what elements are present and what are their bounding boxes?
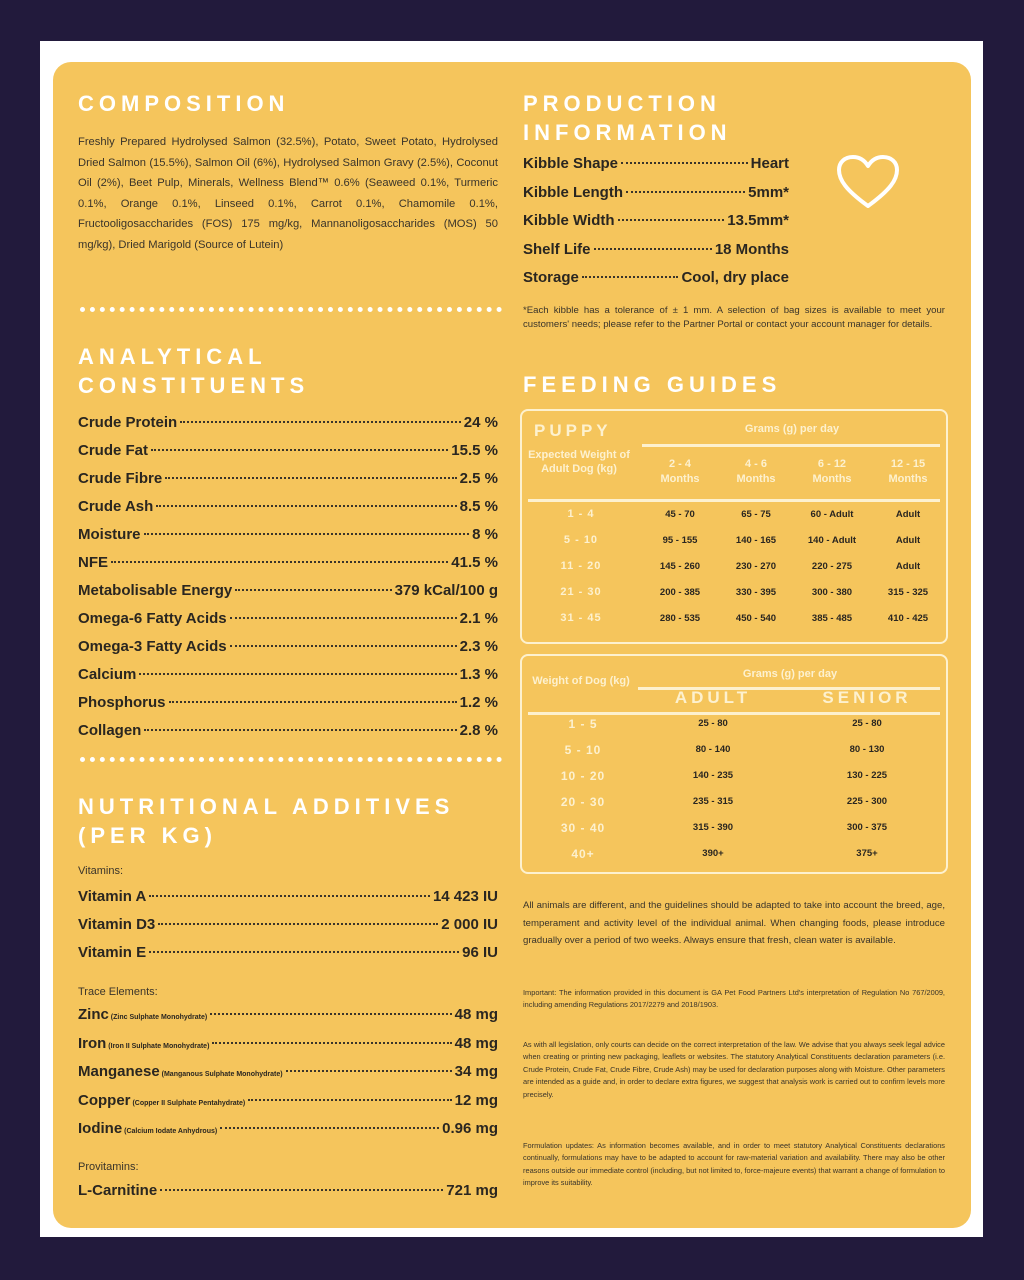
puppy-value-cell: 280 - 535 xyxy=(659,613,701,624)
spec-panel xyxy=(53,62,971,1228)
spec-value: 14 423 IU xyxy=(432,888,498,905)
dot-leader xyxy=(286,1070,452,1072)
puppy-value-cell: 220 - 275 xyxy=(811,561,853,572)
spec-row xyxy=(78,1063,498,1092)
spec-value: 24 % xyxy=(463,414,498,431)
adult-value-cell: 315 - 390 xyxy=(692,822,734,833)
adult-table xyxy=(520,654,948,874)
adult-value-cell: 300 - 375 xyxy=(846,822,888,833)
spec-value: 379 kCal/100 g xyxy=(394,582,498,599)
puppy-value-cell: 450 - 540 xyxy=(735,613,777,624)
spec-value: 48 mg xyxy=(454,1006,498,1023)
adult-value-cell: 140 - 235 xyxy=(692,770,734,781)
spec-row xyxy=(78,694,498,722)
puppy-column-header: 12 - 15 Months xyxy=(888,458,928,485)
feeding-advice: All animals are different, and the guidelines should be adapted to take into account the breed, age, temperament and activity level of the individual animal. When changing foods, please introduce gradually over a period of two weeks. Always ensure that fresh, clean water is available. xyxy=(523,900,945,946)
spec-label: Vitamin A xyxy=(78,888,147,905)
spec-label: Moisture xyxy=(78,526,141,543)
dot-leader xyxy=(220,1127,439,1129)
puppy-grams-header: Grams (g) per day xyxy=(744,423,840,435)
puppy-weight-cell: 1 - 4 xyxy=(567,508,595,520)
spec-row xyxy=(78,526,498,554)
production-list xyxy=(523,155,789,298)
puppy-value-cell: 140 - 165 xyxy=(735,535,777,546)
adult-value-cell: 80 - 130 xyxy=(849,744,885,755)
spec-row xyxy=(78,498,498,526)
provitamins-list xyxy=(78,1182,498,1210)
spec-value: 8 % xyxy=(472,526,498,543)
legal-legislation: As with all legislation, only courts can decide on the correct interpretation of the law. We advise that you always seek legal advice when creating or printing new packaging, leaflets or websites. The statutory Analytical Constituents declaration parameters (i.e. Crude Protein, Crude Fat, Crude Fibre, Crude Ash) may be used for declaration purposes along with Moisture. Other parameters are intended as a guide and, in order to declare extra figures, we suggest that analysis work is carried out to confirm levels more precisely. xyxy=(523,1040,945,1099)
dot-leader xyxy=(111,561,448,563)
spec-label: Iodine (Calcium Iodate Anhydrous) xyxy=(78,1120,218,1137)
additives-title: NUTRITIONAL ADDITIVES (PER KG) xyxy=(78,794,455,848)
puppy-row-header: Expected Weight of Adult Dog (kg) xyxy=(528,449,630,475)
puppy-column-header: 6 - 12 Months xyxy=(812,458,852,485)
spec-value: 2 000 IU xyxy=(441,916,498,933)
spec-row xyxy=(523,155,789,184)
spec-row xyxy=(78,888,498,916)
dot-leader xyxy=(626,191,745,193)
spec-label: Zinc (Zinc Sulphate Monohydrate) xyxy=(78,1006,208,1023)
heart-icon xyxy=(836,154,900,210)
puppy-value-cell: Adult xyxy=(895,561,921,572)
production-note: *Each kibble has a tolerance of ± 1 mm. A selection of bag sizes is available to meet your customers' needs; please refer to the Partner Portal or contact your account manager for details. xyxy=(523,305,945,330)
spec-label-note: (Manganous Sulphate Monohydrate) xyxy=(159,1071,283,1078)
adult-value-cell: 130 - 225 xyxy=(846,770,888,781)
adult-column-header: ADULT xyxy=(674,688,752,707)
puppy-weight-cell: 5 - 10 xyxy=(563,534,599,546)
vitamins-label: Vitamins: xyxy=(78,865,124,877)
spec-row xyxy=(78,1035,498,1064)
adult-weight-cell: 1 - 5 xyxy=(568,717,598,731)
puppy-column-header: 2 - 4 Months xyxy=(660,458,700,485)
spec-row xyxy=(78,414,498,442)
puppy-value-cell: 385 - 485 xyxy=(811,613,853,624)
puppy-value-cell: Adult xyxy=(895,535,921,546)
puppy-value-cell: 410 - 425 xyxy=(887,613,929,624)
spec-row xyxy=(78,554,498,582)
spec-label: Crude Ash xyxy=(78,498,154,515)
puppy-value-cell: 145 - 260 xyxy=(659,561,701,572)
separator xyxy=(80,304,502,312)
spec-row xyxy=(78,1120,498,1149)
spec-label: Iron (Iron II Sulphate Monohydrate) xyxy=(78,1034,210,1052)
spec-label: Crude Protein xyxy=(78,414,178,431)
spec-value: 2.1 % xyxy=(459,610,498,627)
dot-leader xyxy=(618,219,725,221)
spec-row xyxy=(78,442,498,470)
spec-value: Heart xyxy=(750,155,789,172)
dot-leader xyxy=(621,162,748,164)
legal-important: Important: The information provided in this document is GA Pet Food Partners Ltd's interpretation of Regulation No 767/2009, including amending Regulations 2017/2279 and 2018/1903. xyxy=(523,988,945,1010)
spec-label: Manganese (Manganous Sulphate Monohydrate) xyxy=(78,1063,283,1080)
spec-label-note: (Calcium Iodate Anhydrous) xyxy=(122,1128,218,1135)
spec-label: Shelf Life xyxy=(523,240,591,258)
spec-label: Omega-3 Fatty Acids xyxy=(78,638,227,655)
spec-label: Phosphorus xyxy=(78,694,166,711)
puppy-table xyxy=(520,409,948,644)
production-title: PRODUCTION INFORMATION xyxy=(523,91,732,145)
spec-label: Calcium xyxy=(78,666,137,683)
dot-leader xyxy=(151,449,448,451)
vitamins-list xyxy=(78,888,498,972)
composition-text: Freshly Prepared Hydrolysed Salmon (32.5%), Potato, Sweet Potato, Hydrolysed Dried Salmon (15.5%), Salmon Oil (6%), Hydrolysed Salmon Gravy (2.5%), Coconut Oil (2%), Beet Pulp, Minerals, Wellness Blend™ 0.6% (Seaweed 0.1%, Turmeric 0.1%, Orange 0.1%, Linseed 0.1%, Carrot 0.1%, Chamomile 0.1%, Fructooligosaccharides (FOS) 175 mg/kg, Mannanoligosaccharides (MOS) 50 mg/kg), Dried Marigold (Source of Lutein) xyxy=(78,136,498,251)
dot-leader xyxy=(235,589,391,591)
adult-value-cell: 25 - 80 xyxy=(698,718,728,729)
spec-label: Kibble Width xyxy=(523,212,615,229)
dot-leader xyxy=(248,1099,451,1101)
dot-leader xyxy=(210,1013,451,1015)
composition-title: COMPOSITION xyxy=(78,91,290,116)
spec-value: 48 mg xyxy=(454,1034,498,1052)
puppy-value-cell: 315 - 325 xyxy=(887,587,929,598)
spec-value: 2.3 % xyxy=(459,638,498,655)
puppy-value-cell: 230 - 270 xyxy=(735,561,777,572)
spec-label: Metabolisable Energy xyxy=(78,582,233,599)
analytical-title: ANALYTICAL CONSTITUENTS xyxy=(78,344,310,398)
dot-leader xyxy=(180,421,461,423)
dot-leader xyxy=(144,729,456,731)
adult-weight-cell: 10 - 20 xyxy=(560,769,606,783)
spec-row xyxy=(78,1182,498,1210)
adult-value-cell: 80 - 140 xyxy=(695,744,731,755)
puppy-value-cell: 200 - 385 xyxy=(659,587,701,598)
dot-leader xyxy=(230,645,457,647)
spec-value: 96 IU xyxy=(462,944,498,961)
spec-label-note: (Copper II Sulphate Pentahydrate) xyxy=(130,1099,246,1107)
puppy-column-header: 4 - 6 Months xyxy=(736,458,776,485)
spec-row xyxy=(78,722,498,750)
spec-label: Vitamin D3 xyxy=(78,916,156,933)
spec-label: Omega-6 Fatty Acids xyxy=(78,610,227,627)
dot-leader xyxy=(212,1042,451,1044)
dot-leader xyxy=(160,1189,443,1191)
spec-value: 8.5 % xyxy=(459,498,498,515)
spec-row xyxy=(78,944,498,972)
spec-label: Crude Fibre xyxy=(78,470,163,487)
spec-value: 2.8 % xyxy=(459,722,498,739)
spec-label: Storage xyxy=(523,269,579,286)
adult-row-header: Weight of Dog (kg) xyxy=(532,675,630,687)
dot-leader xyxy=(149,951,459,953)
dot-leader xyxy=(139,673,456,675)
adult-value-cell: 25 - 80 xyxy=(852,718,882,729)
dot-leader xyxy=(230,617,457,619)
spec-value: 18 Months xyxy=(714,240,789,258)
spec-label: Crude Fat xyxy=(78,442,149,459)
spec-row xyxy=(523,212,789,241)
spec-label: L-Carnitine xyxy=(78,1182,158,1199)
spec-value: 5mm* xyxy=(748,183,789,201)
puppy-value-cell: 60 - Adult xyxy=(810,509,854,520)
adult-column-header: SENIOR xyxy=(822,688,912,707)
dot-leader xyxy=(158,923,438,925)
adult-value-cell: 235 - 315 xyxy=(692,796,734,807)
puppy-title: PUPPY xyxy=(534,421,612,440)
spec-value: 1.2 % xyxy=(459,694,498,711)
trace-list xyxy=(78,1006,498,1149)
puppy-value-cell: 65 - 75 xyxy=(741,509,771,520)
spec-row xyxy=(78,1006,498,1035)
spec-value: 2.5 % xyxy=(459,470,498,487)
spec-label: Kibble Length xyxy=(523,183,623,201)
spec-row xyxy=(78,470,498,498)
spec-value: 721 mg xyxy=(446,1182,498,1199)
feeding-title: FEEDING GUIDES xyxy=(523,372,782,397)
spec-row xyxy=(523,241,789,270)
spec-label-note: (Iron II Sulphate Monohydrate) xyxy=(106,1042,210,1050)
spec-row xyxy=(78,1092,498,1121)
puppy-value-cell: 45 - 70 xyxy=(665,509,695,520)
spec-value: 0.96 mg xyxy=(442,1120,498,1137)
spec-value: 41.5 % xyxy=(451,554,498,571)
adult-weight-cell: 30 - 40 xyxy=(560,821,606,835)
spec-label: Copper (Copper II Sulphate Pentahydrate) xyxy=(78,1091,246,1109)
adult-value-cell: 390+ xyxy=(702,848,724,859)
adult-weight-cell: 40+ xyxy=(571,847,595,861)
trace-label: Trace Elements: xyxy=(78,986,158,998)
spec-row xyxy=(78,916,498,944)
spec-label: NFE xyxy=(78,554,108,571)
spec-row xyxy=(523,184,789,213)
spec-label-note: (Zinc Sulphate Monohydrate) xyxy=(108,1014,208,1021)
adult-weight-cell: 5 - 10 xyxy=(564,743,602,757)
spec-label: Kibble Shape xyxy=(523,155,619,172)
puppy-value-cell: 300 - 380 xyxy=(811,587,853,598)
adult-weight-cell: 20 - 30 xyxy=(560,795,606,809)
spec-row xyxy=(78,582,498,610)
dot-leader xyxy=(165,477,456,479)
spec-value: 13.5mm* xyxy=(727,212,789,229)
spec-row xyxy=(78,610,498,638)
legal-formulation: Formulation updates: As information becomes available, and in order to meet statutory Analytical Constituents declarations continually, formulations may have to be adapted to account for raw-material variation and availability. There may also be other reasons outside our immediate control (including, but not limited to, force-majeure events) that warrant a change of formulation to improve its suitability. xyxy=(523,1141,945,1188)
separator xyxy=(80,754,502,762)
spec-value: 1.3 % xyxy=(459,666,498,683)
puppy-value-cell: Adult xyxy=(895,509,921,520)
dot-leader xyxy=(149,895,430,897)
spec-value: 12 mg xyxy=(454,1091,498,1109)
analytical-list xyxy=(78,414,498,750)
adult-grams-header: Grams (g) per day xyxy=(742,668,838,680)
dot-leader xyxy=(594,248,712,250)
spec-value: 15.5 % xyxy=(451,442,498,459)
spec-label: Vitamin E xyxy=(78,944,147,961)
puppy-weight-cell: 11 - 20 xyxy=(560,560,602,572)
adult-value-cell: 225 - 300 xyxy=(846,796,888,807)
spec-row xyxy=(78,666,498,694)
spec-label: Collagen xyxy=(78,722,142,739)
spec-value: Cool, dry place xyxy=(681,269,789,286)
puppy-value-cell: 330 - 395 xyxy=(735,587,777,598)
puppy-weight-cell: 31 - 45 xyxy=(560,612,602,624)
dot-leader xyxy=(169,701,457,703)
spec-row xyxy=(523,269,789,298)
puppy-value-cell: 140 - Adult xyxy=(807,535,857,546)
dot-leader xyxy=(582,276,679,278)
dot-leader xyxy=(144,533,470,535)
puppy-weight-cell: 21 - 30 xyxy=(560,586,602,598)
provitamins-label: Provitamins: xyxy=(78,1161,139,1173)
puppy-value-cell: 95 - 155 xyxy=(662,535,698,546)
dot-leader xyxy=(156,505,456,507)
adult-value-cell: 375+ xyxy=(856,848,878,859)
spec-row xyxy=(78,638,498,666)
spec-value: 34 mg xyxy=(454,1063,498,1080)
